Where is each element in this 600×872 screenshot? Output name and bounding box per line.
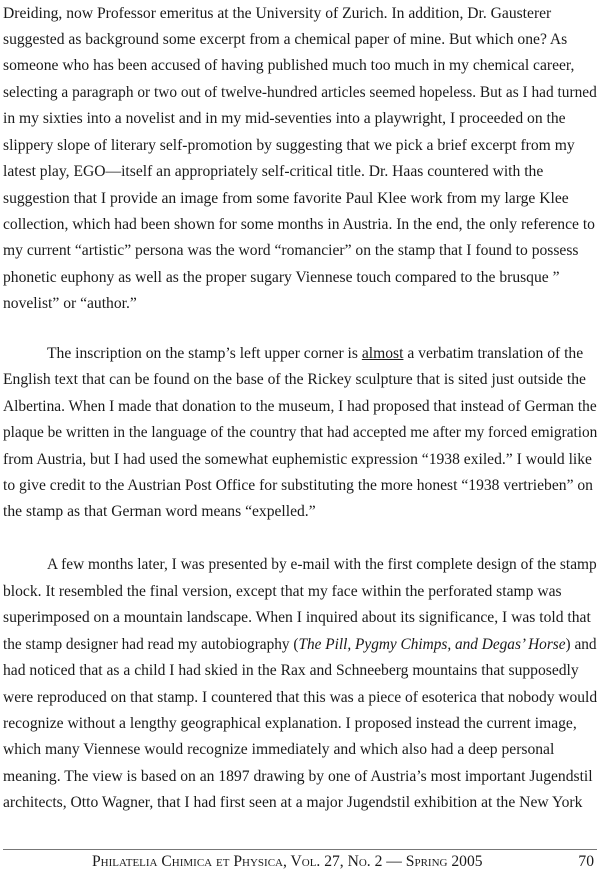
text-line: latest play, EGO—itself an appropriately self-critical title. Dr. Haas countered with the (3, 163, 544, 180)
journal-citation: Philatelia Chimica et Physica, Vol. 27, No. 2 — Spring 2005 (92, 853, 483, 870)
book-title: The Pill, Pygmy Chimps, and Degas’ Horse (298, 636, 566, 653)
text-line: novelist” or “author.” (3, 295, 137, 312)
text-line: to give credit to the Austrian Post Office for substituting the more honest “1938 vertrieben” on (3, 477, 593, 494)
text-line: in my sixties into a novelist and in my mid-seventies into a playwright, I proceeded on the (3, 110, 566, 127)
text-line: Dreiding, now Professor emeritus at the University of Zurich. In addition, Dr. Gausterer (3, 5, 552, 22)
text-segment: a verbatim translation of the (403, 345, 584, 362)
text-line: which many Viennese would recognize immediately and which also had a deep personal (3, 741, 555, 758)
text-line (47, 345, 583, 363)
text-line: selecting a paragraph or two out of twelve-hundred articles seemed hopeless. But as I had turned (3, 84, 597, 101)
footer-rule (3, 849, 597, 850)
text-line: plaque be written in the language of the country that had accepted me after my forced emigration (3, 424, 598, 441)
text-line: recognize without a lengthy geographical explanation. I proposed instead the current image, (3, 715, 577, 732)
text-line: my current “artistic” persona was the word “romancier” on the stamp that I found to possess (3, 242, 579, 259)
text-line: from Austria, but I had used the somewhat euphemistic expression “1938 exiled.” I would like (3, 451, 592, 468)
text-segment: The inscription on the stamp’s left upper corner is (47, 345, 362, 362)
underlined-word: almost (361, 345, 404, 362)
text-line: A few months later, I was presented by e-mail with the first complete design of the stamp (47, 556, 597, 573)
text-line: someone who has been accused of having published much too much in my chemical career, (3, 57, 575, 74)
text-line: suggested as background some excerpt from a chemical paper of mine. But which one? As (3, 31, 568, 48)
text-line: slippery slope of literary self-promotion by suggesting that we pick a brief excerpt from my (3, 137, 575, 154)
text-line: suggestion that I provide an image from some favorite Paul Klee work from my large Klee (3, 190, 569, 207)
text-line: block. It resembled the final version, except that my face within the perforated stamp was (3, 583, 562, 600)
text-line: architects, Otto Wagner, that I had first seen at a major Jugendstil exhibition at the New York (3, 794, 583, 811)
text-segment: ) and (565, 636, 597, 653)
text-line (3, 636, 597, 654)
text-line: were reproduced on that stamp. I countered that this was a piece of esoterica that nobody would (3, 689, 598, 706)
text-line: collection, which had been shown for some months in Austria. In the end, the only reference to (3, 216, 595, 233)
text-segment: the stamp designer had read my autobiography ( (3, 636, 299, 653)
page-number: 70 (578, 853, 594, 870)
page-footer (0, 853, 600, 871)
text-line: the stamp as that German word means “expelled.” (3, 503, 316, 520)
text-line: meaning. The view is based on an 1897 drawing by one of Austria’s most important Jugendstil (3, 768, 593, 785)
text-line: Albertina. When I made that donation to the museum, I had proposed that instead of German the (3, 398, 597, 415)
text-line: had noticed that as a child I had skied in the Rax and Schneeberg mountains that supposedly (3, 662, 579, 679)
text-line: superimposed on a mountain landscape. When I inquired about its significance, I was told that (3, 609, 591, 626)
text-line: English text that can be found on the base of the Rickey sculpture that is sited just outside the (3, 371, 586, 388)
text-line: phonetic euphony as well as the proper sugary Viennese touch compared to the brusque ” (3, 269, 560, 286)
